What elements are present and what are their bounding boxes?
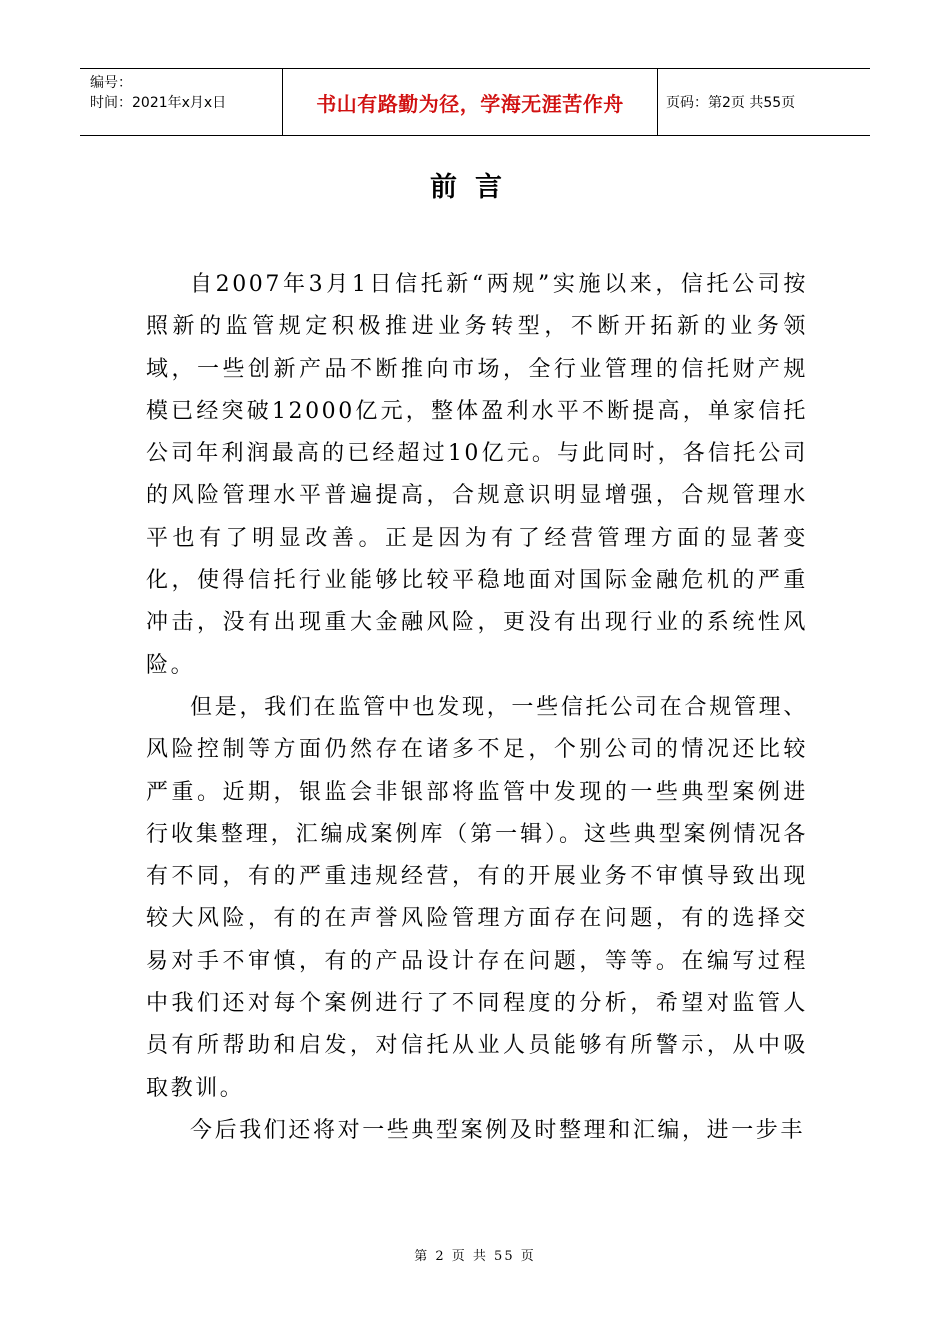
paragraph-2: 但是，我们在监管中也发现，一些信托公司在合规管理、风险控制等方面仍然存在诸多不足，个别公司的情况还比较严重。近期，银监会非银部将监管中发现的一些典型案例进行收集整理，汇编成案例库（第一辑）。这些典型案例情况各有不同，有的严重违规经营，有的开展业务不审慎导致出现较大风险，有的在声誉风险管理方面存在问题，有的选择交易对手不审慎，有的产品设计存在问题，等等。在编写过程中我们还对每个案例进行了不同程度的分析，希望对监管人员有所帮助和启发，对信托从业人员能够有所警示，从中吸取教训。 (146, 694, 808, 1101)
header-number-label: 编号： (90, 75, 132, 91)
header-time-label: 时间：2021年x月x日 (90, 95, 227, 111)
header-meta (80, 69, 282, 135)
paragraph-3: 今后我们还将对一些典型案例及时整理和汇编，进一步丰 (190, 1117, 806, 1143)
header-motto: 书山有路勤为径，学海无涯苦作舟 (282, 69, 658, 135)
paragraph-1: 自2007年3月1日信托新“两规”实施以来，信托公司按照新的监管规定积极推进业务转型，不断开拓新的业务领域，一些创新产品不断推向市场，全行业管理的信托财产规模已经突破12000亿元，整体盈利水平不断提高，单家信托公司年利润最高的已经超过10亿元。与此同时，各信托公司的风险管理水平普遍提高，合规意识明显增强，合规管理水平也有了明显改善。正是因为有了经营管理方面的显著变化，使得信托行业能够比较平稳地面对国际金融危机的严重冲击，没有出现重大金融风险，更没有出现行业的系统性风险。 (146, 272, 808, 678)
document-title: 前言 (430, 172, 520, 203)
header-page-info: 页码：第2页 共55页 (666, 95, 796, 111)
page-footer: 第 2 页 共 55 页 (414, 1249, 536, 1264)
page-header (80, 68, 870, 136)
document-body (146, 264, 808, 1152)
